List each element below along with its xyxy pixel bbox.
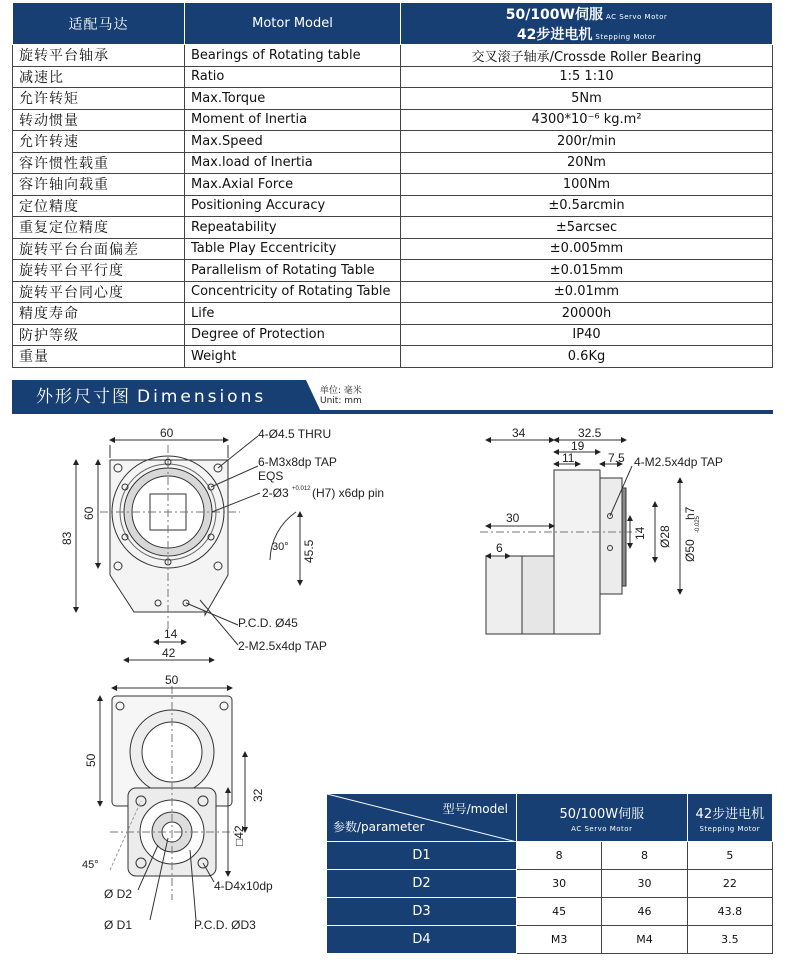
side-view-motor-block-1 bbox=[486, 556, 522, 634]
param-header-stepper bbox=[687, 794, 772, 842]
param-header-stepper-cn: 42步进电机 bbox=[695, 806, 765, 822]
label-angle-30: 30° bbox=[272, 541, 289, 553]
spec-en-label: Weight bbox=[185, 346, 401, 368]
label-eqs: EQS bbox=[258, 469, 284, 483]
dimensions-title-cn: 外形尺寸图 bbox=[36, 387, 131, 407]
param-row-name: D2 bbox=[327, 870, 517, 898]
param-table bbox=[326, 793, 773, 954]
label-dim-42: 42 bbox=[162, 646, 176, 660]
spec-en-label: Max.Axial Force bbox=[185, 174, 401, 196]
label-dim-h7: h7 bbox=[683, 506, 697, 520]
label-d4: 4-D4x10dp bbox=[214, 879, 273, 893]
spec-en-label: Moment of Inertia bbox=[185, 109, 401, 131]
param-row-name: D4 bbox=[327, 926, 517, 954]
drawing-side-view bbox=[480, 440, 680, 634]
spec-en-label: Ratio bbox=[185, 66, 401, 88]
spec-en-label: Positioning Accuracy bbox=[185, 195, 401, 217]
spec-en-label: Parallelism of Rotating Table bbox=[185, 260, 401, 282]
label-dim-50-left: 50 bbox=[84, 753, 98, 767]
param-row-name: D3 bbox=[327, 898, 517, 926]
label-pin-a: 2-Ø3 bbox=[262, 486, 289, 500]
spec-cn-label: 转动惯量 bbox=[13, 109, 185, 131]
param-servo-100w: M4 bbox=[602, 926, 687, 954]
label-dim-60-top: 60 bbox=[160, 426, 174, 440]
param-row bbox=[327, 842, 773, 870]
spec-value: 200r/min bbox=[401, 131, 773, 153]
spec-value: 交叉滚子轴承/Crossde Roller Bearing bbox=[401, 45, 773, 67]
spec-value: ±0.015mm bbox=[401, 260, 773, 282]
spec-value: ±0.005mm bbox=[401, 238, 773, 260]
param-header-servo-cn: 50/100W伺服 bbox=[559, 806, 645, 822]
label-dim-32: 32 bbox=[251, 788, 265, 802]
label-dim-60-left: 60 bbox=[82, 506, 96, 520]
dimensions-title-en: Dimensions bbox=[137, 387, 267, 407]
spec-value: 100Nm bbox=[401, 174, 773, 196]
spec-en-label: Max.Speed bbox=[185, 131, 401, 153]
param-row bbox=[327, 898, 773, 926]
spec-en-label: Degree of Protection bbox=[185, 324, 401, 346]
label-dim-32-5: 32.5 bbox=[578, 426, 602, 440]
param-header-diagonal bbox=[327, 794, 517, 842]
param-header-model: 型号/model bbox=[442, 802, 508, 816]
spec-value: 5Nm bbox=[401, 88, 773, 110]
label-dim-28: Ø28 bbox=[658, 525, 672, 548]
spec-cn-label: 旋转平台同心度 bbox=[13, 281, 185, 303]
param-stepper: 22 bbox=[687, 870, 772, 898]
param-stepper: 3.5 bbox=[687, 926, 772, 954]
spec-en-label: Life bbox=[185, 303, 401, 325]
label-dim-14: 14 bbox=[164, 627, 178, 641]
spec-value: IP40 bbox=[401, 324, 773, 346]
label-dim-50-top: 50 bbox=[165, 673, 179, 687]
param-servo-50w: 8 bbox=[517, 842, 602, 870]
spec-value: 20Nm bbox=[401, 152, 773, 174]
spec-cn-label: 容许惯性载重 bbox=[13, 152, 185, 174]
spec-en-label: Max.Torque bbox=[185, 88, 401, 110]
spec-en-label: Table Play Eccentricity bbox=[185, 238, 401, 260]
param-stepper: 5 bbox=[687, 842, 772, 870]
param-row bbox=[327, 926, 773, 954]
spec-cn-label: 减速比 bbox=[13, 66, 185, 88]
label-side-tap: 4-M2.5x4dp TAP bbox=[634, 455, 723, 469]
spec-cn-label: 容许轴向载重 bbox=[13, 174, 185, 196]
spec-value: 0.6Kg bbox=[401, 346, 773, 368]
dimensions-unit-cn: 单位: 毫米 bbox=[320, 386, 362, 396]
spec-cn-label: 旋转平台平行度 bbox=[13, 260, 185, 282]
spec-value: ±5arcsec bbox=[401, 217, 773, 239]
param-stepper: 43.8 bbox=[687, 898, 772, 926]
label-d1: Ø D1 bbox=[104, 918, 133, 932]
param-servo-100w: 8 bbox=[602, 842, 687, 870]
label-tap2: 2-M2.5x4dp TAP bbox=[238, 639, 327, 653]
label-thru: 4-Ø4.5 THRU bbox=[258, 427, 332, 441]
label-dim-45-5: 45.5 bbox=[302, 539, 316, 563]
param-servo-50w: M3 bbox=[517, 926, 602, 954]
spec-cn-label: 允许转矩 bbox=[13, 88, 185, 110]
spec-cn-label: 重量 bbox=[13, 346, 185, 368]
label-dim-19: 19 bbox=[571, 439, 585, 453]
label-angle-45: 45° bbox=[82, 859, 99, 871]
spec-header-servo: 50/100W伺服 bbox=[505, 6, 603, 23]
label-dim-11: 11 bbox=[562, 451, 575, 465]
spec-value: 4300*10⁻⁶ kg.m² bbox=[401, 109, 773, 131]
label-dim-34: 34 bbox=[512, 426, 526, 440]
label-dim-50: Ø50 bbox=[683, 539, 697, 562]
param-servo-100w: 46 bbox=[602, 898, 687, 926]
side-view-flange bbox=[622, 488, 626, 586]
param-row bbox=[327, 870, 773, 898]
side-view-housing bbox=[554, 470, 600, 634]
param-servo-50w: 30 bbox=[517, 870, 602, 898]
side-view-motor-block-2 bbox=[522, 556, 554, 634]
spec-en-label: Concentricity of Rotating Table bbox=[185, 281, 401, 303]
param-header-servo-en: AC Servo Motor bbox=[571, 824, 633, 833]
spec-header-servo-en: AC Servo Motor bbox=[605, 12, 668, 21]
label-tap1: 6-M3x8dp TAP bbox=[258, 455, 337, 469]
spec-value: ±0.01mm bbox=[401, 281, 773, 303]
label-d2: Ø D2 bbox=[104, 887, 133, 901]
label-pin-b: (H7) x6dp pin bbox=[312, 486, 385, 500]
spec-cn-label: 定位精度 bbox=[13, 195, 185, 217]
param-servo-50w: 45 bbox=[517, 898, 602, 926]
spec-cn-label: 重复定位精度 bbox=[13, 217, 185, 239]
spec-en-label: Repeatability bbox=[185, 217, 401, 239]
spec-value: ±0.5arcmin bbox=[401, 195, 773, 217]
label-dim-6: 6 bbox=[496, 541, 503, 555]
param-header-servo bbox=[517, 794, 688, 842]
spec-value: 20000h bbox=[401, 303, 773, 325]
label-pcd: P.C.D. Ø45 bbox=[238, 616, 298, 630]
label-dim-50-tol: -0.025 bbox=[695, 515, 701, 533]
label-dim-83: 83 bbox=[60, 531, 74, 545]
spec-header-stepper-en: Stepping Motor bbox=[595, 32, 657, 41]
param-header-param: 参数/parameter bbox=[333, 820, 425, 834]
spec-cn-label: 旋转平台轴承 bbox=[13, 45, 185, 67]
label-dim-42: □42 bbox=[232, 825, 246, 846]
spec-en-label: Max.load of Inertia bbox=[185, 152, 401, 174]
param-header-row bbox=[327, 794, 773, 842]
spec-en-label: Bearings of Rotating table bbox=[185, 45, 401, 67]
spec-value: 1:5 1:10 bbox=[401, 66, 773, 88]
label-pin-tol: +0.012 bbox=[292, 486, 311, 492]
spec-cn-label: 旋转平台台面偏差 bbox=[13, 238, 185, 260]
label-dim-14-side: 14 bbox=[633, 526, 647, 540]
leader-thru bbox=[218, 436, 258, 468]
spec-cn-label: 精度寿命 bbox=[13, 303, 185, 325]
label-dim-30: 30 bbox=[506, 511, 520, 525]
spec-cn-label: 防护等级 bbox=[13, 324, 185, 346]
spec-header-adapter: 适配马达 bbox=[13, 3, 185, 45]
param-servo-100w: 30 bbox=[602, 870, 687, 898]
label-pcd-d3: P.C.D. ØD3 bbox=[194, 918, 256, 932]
label-dim-7-5: 7.5 bbox=[608, 451, 625, 465]
param-row-name: D1 bbox=[327, 842, 517, 870]
param-header-stepper-en: Stepping Motor bbox=[699, 824, 761, 833]
spec-header-stepper: 42步进电机 bbox=[516, 26, 593, 43]
spec-header-motor-model: Motor Model bbox=[185, 3, 401, 45]
dimensions-unit-en: Unit: mm bbox=[320, 396, 362, 406]
spec-cn-label: 允许转速 bbox=[13, 131, 185, 153]
